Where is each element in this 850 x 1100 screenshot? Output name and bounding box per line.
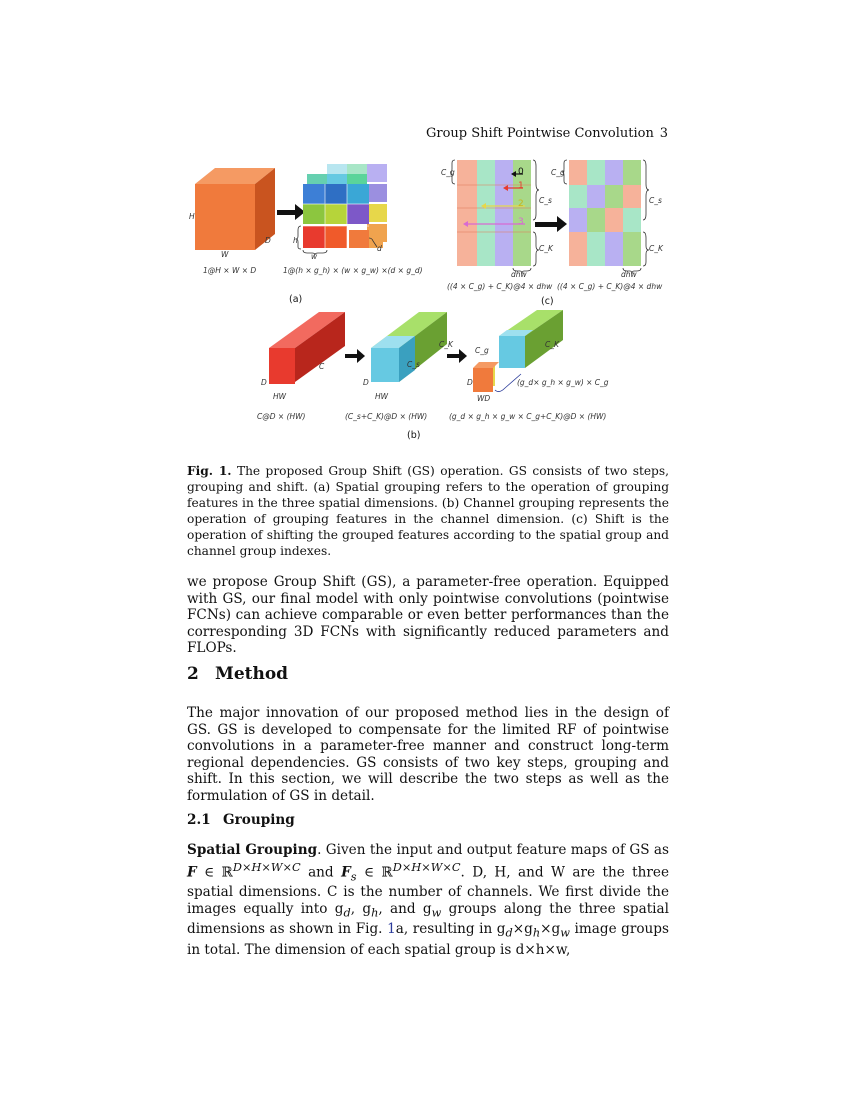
sg-text-2: . D, H, and W are the three spatial dimensions. C is the number of channels. We first divide the images equally into g (187, 864, 669, 918)
figure-reference-link[interactable]: 1 (387, 921, 396, 938)
spatial-grouping-lead: Spatial Grouping (187, 842, 318, 858)
label-D: D (265, 236, 271, 245)
input-cube (195, 168, 275, 250)
section-heading (187, 664, 288, 684)
sg-sup-1: D×H×W×C (232, 859, 301, 874)
channel-grid-right (569, 160, 641, 266)
arrow-b2 (447, 349, 467, 363)
sg-sub-d: d (343, 905, 351, 920)
subsection-number: 2.1 (187, 812, 211, 828)
intro-paragraph: we propose Group Shift (GS), a parameter-free operation. Equipped with GS, our final model with only pointwise convolutions (pointwise FCNs) can achieve comparable or even better performances than the corresponding 3D FCNs with significantly reduced parameters and FLOPs. (187, 574, 669, 657)
figure-graphics (185, 150, 675, 450)
long-cube-2 (371, 312, 447, 382)
label-ck-left: C_K (539, 244, 553, 253)
figure-1 (185, 150, 675, 450)
grouped-cube (303, 164, 387, 248)
shift-label-0: 0 (518, 167, 524, 177)
label-cg-left: C_g (441, 168, 455, 177)
sg-text-4: , and g (378, 901, 432, 918)
caption-text: The proposed Group Shift (GS) operation. GS consists of two steps, grouping and shift. (a) Spatial grouping refers to the operation of grouping features in the three spatial dimensions. (b) Channel grouping represents the operation of grouping features in the channel dimension. (c) Shift is the operation of shifting the grouped features according to the spatial group and channel group indexes. (187, 464, 669, 558)
running-title: Group Shift Pointwise Convolution (426, 126, 654, 141)
spatial-grouping-paragraph (187, 842, 669, 958)
label-W: W (221, 250, 229, 259)
label-b-WD3: WD (477, 394, 491, 403)
label-b-Cs2: C_s (407, 360, 420, 369)
arrow-c (535, 216, 567, 232)
label-H: H (189, 212, 195, 221)
label-b-Cg3: C_g (475, 346, 489, 355)
formula-c-right: ((4 × C_g) + C_K)@4 × dhw (557, 282, 663, 291)
sg-in-2: ∈ (356, 864, 382, 881)
label-b-HW2: HW (375, 392, 389, 401)
label-cs-left: C_s (539, 196, 552, 205)
formula-b-2: (C_s+C_K)@D × (HW) (345, 412, 428, 421)
shift-label-2: 2 (518, 199, 524, 209)
label-b-D2: D (363, 378, 369, 387)
shift-label-3: 3 (518, 217, 524, 227)
subfig-label-a: (a) (289, 294, 303, 305)
label-dhw-left: dhw (511, 270, 527, 279)
sg-reals-1: ℝ (221, 864, 233, 881)
label-b-HW1: HW (273, 392, 287, 401)
label-b-Ck3: C_K (545, 340, 559, 349)
sg-text-6: a, resulting in g (395, 921, 506, 938)
label-b-D1: D (261, 378, 267, 387)
formula-a-output: 1@(h × g_h) × (w × g_w) ×(d × g_d) (283, 266, 423, 275)
sg-sub-s: s (350, 868, 357, 883)
sg-text-5: groups along the three spatial dimensions as shown in Fig. (187, 901, 669, 938)
figure-caption (187, 463, 669, 559)
label-h: h (293, 236, 298, 245)
section-number: 2 (187, 664, 199, 684)
sg-math-F: F (187, 864, 197, 881)
arrow-b1 (345, 349, 365, 363)
label-b-group-expr: (g_d× g_h × g_w) × C_g (517, 378, 609, 387)
long-cube-1 (269, 312, 345, 384)
sg-sub-h: h (371, 905, 379, 920)
label-b-Ck2: C_K (439, 340, 453, 349)
label-b-D3: D (467, 378, 473, 387)
section-title: Method (215, 664, 289, 684)
label-w: w (311, 252, 318, 261)
page-number: 3 (659, 126, 668, 141)
formula-b-3: (g_d × g_h × g_w × C_g+C_K)@D × (HW) (449, 412, 607, 421)
subfig-label-c: (c) (541, 296, 554, 307)
label-cg-right: C_g (551, 168, 565, 177)
subsection-heading (187, 812, 295, 828)
sg-sub-d2: d (505, 926, 513, 941)
sg-text-3: , g (350, 901, 372, 918)
label-cs-right: C_s (649, 196, 662, 205)
sg-text-7: ×g (512, 921, 533, 938)
sg-sub-w2: w (560, 926, 570, 941)
formula-a-input: 1@H × W × D (203, 266, 257, 275)
label-d: d (377, 244, 382, 253)
label-ck-right: C_K (649, 244, 663, 253)
sg-sub-h2: h (532, 926, 541, 941)
arrow-a (277, 204, 305, 220)
sg-text-9: image groups in total. The dimension of each spatial group is d×h×w, (187, 921, 669, 958)
sg-in-1: ∈ (196, 864, 222, 881)
label-dhw-right: dhw (621, 270, 637, 279)
subfig-label-b: (b) (407, 430, 421, 441)
caption-label: Fig. 1. (187, 464, 232, 478)
sg-reals-2: ℝ (381, 864, 393, 881)
method-paragraph: The major innovation of our proposed method lies in the design of GS. GS is developed to compensate for the limited RF of pointwise convolutions in a parameter-free manner and construct long-term regional dependencies. GS consists of two key steps, grouping and shift. In this section, we will describe the two steps as well as the formulation of GS in detail. (187, 705, 669, 804)
sg-and: and (300, 864, 342, 881)
shift-label-1: 1 (518, 181, 524, 191)
formula-c-left: ((4 × C_g) + C_K)@4 × dhw (447, 282, 553, 291)
label-b-C1: C (319, 362, 325, 371)
sg-text-8: ×g (540, 921, 561, 938)
sg-math-Fs: F (341, 864, 351, 881)
sg-sup-2: D×H×W×C (392, 859, 461, 874)
sg-text-1: . Given the input and output feature maps of GS as (317, 842, 670, 858)
subsection-title: Grouping (223, 812, 295, 828)
formula-b-1: C@D × (HW) (257, 412, 306, 421)
sg-sub-w: w (431, 905, 442, 920)
